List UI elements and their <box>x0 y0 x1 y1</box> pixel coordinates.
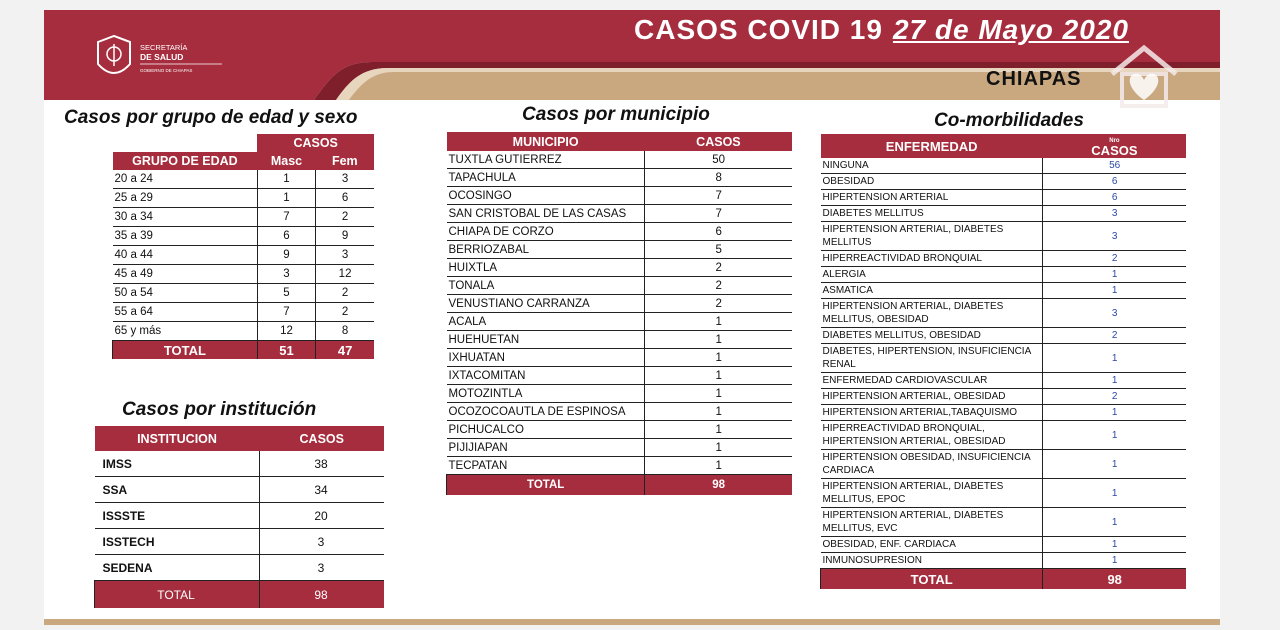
fem-count-cell: 2 <box>316 208 374 227</box>
municipality-cases-cell: 1 <box>645 313 792 331</box>
table-row <box>447 295 793 313</box>
table-row <box>821 206 1187 222</box>
table-row <box>821 344 1187 373</box>
masc-count-cell: 9 <box>257 246 315 265</box>
cases-header-text: CASOS <box>1091 143 1138 158</box>
logo-line-3: GOBIERNO DE CHIAPAS <box>140 68 193 73</box>
masc-count-cell: 7 <box>257 208 315 227</box>
table-row <box>447 403 793 421</box>
table-row <box>447 349 793 367</box>
municipality-name-cell: IXHUATAN <box>447 349 645 367</box>
institution-cases-cell: 3 <box>260 529 385 555</box>
table-row <box>113 284 375 303</box>
comorbidities-total-label: TOTAL <box>821 569 1043 590</box>
age-total-label: TOTAL <box>113 341 258 360</box>
disease-cases-cell: 2 <box>1043 251 1186 267</box>
table-row <box>821 299 1187 328</box>
municipality-cases-cell: 1 <box>645 457 792 475</box>
institution-cases-cell: 20 <box>260 503 385 529</box>
table-row <box>447 151 793 169</box>
municipality-name-cell: MOTOZINTLA <box>447 385 645 403</box>
state-label: CHIAPAS <box>986 68 1082 90</box>
municipality-name-cell: PICHUCALCO <box>447 421 645 439</box>
disease-cases-cell: 1 <box>1043 373 1186 389</box>
disease-cases-cell: 3 <box>1043 299 1186 328</box>
disease-name-cell: DIABETES, HIPERTENSION, INSUFICIENCIA RENAL <box>821 344 1043 373</box>
municipality-name-cell: TUXTLA GUTIERREZ <box>447 151 645 169</box>
disease-name-cell: HIPERTENSION ARTERIAL, DIABETES MELLITUS, OBESIDAD <box>821 299 1043 328</box>
disease-name-cell: HIPERTENSION ARTERIAL,TABAQUISMO <box>821 405 1043 421</box>
disease-cases-cell: 1 <box>1043 267 1186 283</box>
disease-cases-cell: 1 <box>1043 508 1186 537</box>
table-row <box>447 439 793 457</box>
municipality-name-cell: TONALA <box>447 277 645 295</box>
municipality-cases-cell: 7 <box>645 205 792 223</box>
disease-cases-cell: 1 <box>1043 421 1186 450</box>
table-row <box>113 303 375 322</box>
fem-count-cell: 9 <box>316 227 374 246</box>
fem-count-cell: 6 <box>316 189 374 208</box>
table-row <box>95 451 385 477</box>
table-row <box>95 503 385 529</box>
fem-count-cell: 2 <box>316 303 374 322</box>
logo-line-1: SECRETARÍA <box>140 43 188 52</box>
title-date: 27 de Mayo 2020 <box>892 14 1129 45</box>
table-row <box>113 170 375 189</box>
age-sex-table <box>112 134 374 359</box>
fem-count-cell: 12 <box>316 265 374 284</box>
table-row <box>821 479 1187 508</box>
table-row <box>113 246 375 265</box>
secretaria-salud-logo <box>92 32 242 86</box>
institution-total-value: 98 <box>260 581 385 609</box>
disease-cases-cell: 1 <box>1043 537 1186 553</box>
age-total-masc: 51 <box>257 341 315 360</box>
disease-cases-cell: 56 <box>1043 158 1186 174</box>
institution-total-row <box>95 581 385 609</box>
table-row <box>447 259 793 277</box>
institution-title: Casos por institución <box>122 399 317 420</box>
institution-table <box>94 426 384 608</box>
table-row <box>821 373 1187 389</box>
comorbidities-total-row <box>821 569 1187 590</box>
institution-name-cell: ISSTECH <box>95 529 260 555</box>
cases-header-small: Nro <box>1109 138 1120 144</box>
table-row <box>821 190 1187 206</box>
disease-name-cell: INMUNOSUPRESION <box>821 553 1043 569</box>
comorbidities-cases-header <box>1043 134 1186 158</box>
municipality-cases-cell: 2 <box>645 277 792 295</box>
age-group-cell: 35 a 39 <box>113 227 258 246</box>
table-row <box>821 537 1187 553</box>
institution-name-cell: ISSSTE <box>95 503 260 529</box>
disease-name-cell: HIPERTENSION ARTERIAL <box>821 190 1043 206</box>
municipality-name-cell: TECPATAN <box>447 457 645 475</box>
disease-cases-cell: 3 <box>1043 222 1186 251</box>
home-heart-icon <box>1104 40 1184 110</box>
municipality-cases-cell: 1 <box>645 403 792 421</box>
disease-cases-cell: 3 <box>1043 206 1186 222</box>
table-row <box>821 158 1187 174</box>
municipality-cases-cell: 1 <box>645 385 792 403</box>
table-row <box>447 331 793 349</box>
slide <box>44 10 1220 625</box>
age-total-row <box>113 341 375 360</box>
table-row <box>95 477 385 503</box>
table-row <box>95 555 385 581</box>
institution-cases-header: CASOS <box>260 426 385 451</box>
disease-name-cell: ENFERMEDAD CARDIOVASCULAR <box>821 373 1043 389</box>
municipality-title: Casos por municipio <box>522 104 710 125</box>
institution-cases-cell: 34 <box>260 477 385 503</box>
age-group-cell: 65 y más <box>113 322 258 341</box>
disease-name-cell: HIPERTENSION ARTERIAL, DIABETES MELLITUS, EPOC <box>821 479 1043 508</box>
municipality-cases-cell: 2 <box>645 259 792 277</box>
disease-cases-cell: 1 <box>1043 283 1186 299</box>
disease-cases-cell: 1 <box>1043 479 1186 508</box>
disease-cases-cell: 1 <box>1043 344 1186 373</box>
disease-name-cell: DIABETES MELLITUS <box>821 206 1043 222</box>
disease-name-cell: NINGUNA <box>821 158 1043 174</box>
table-row <box>447 367 793 385</box>
table-row <box>447 313 793 331</box>
disease-cases-cell: 2 <box>1043 328 1186 344</box>
municipality-table <box>446 132 792 495</box>
table-row <box>821 267 1187 283</box>
institution-total-label: TOTAL <box>95 581 260 609</box>
header-banner <box>44 10 1220 100</box>
table-row <box>821 508 1187 537</box>
masc-header: Masc <box>257 152 315 170</box>
comorbidities-title: Co-morbilidades <box>934 110 1084 131</box>
disease-cases-cell: 6 <box>1043 190 1186 206</box>
table-row <box>113 189 375 208</box>
municipality-total-label: TOTAL <box>447 475 645 496</box>
municipality-cases-cell: 1 <box>645 421 792 439</box>
table-row <box>447 223 793 241</box>
masc-count-cell: 6 <box>257 227 315 246</box>
municipality-name-cell: CHIAPA DE CORZO <box>447 223 645 241</box>
municipality-cases-cell: 2 <box>645 295 792 313</box>
table-row <box>821 450 1187 479</box>
disease-name-cell: HIPERREACTIVIDAD BRONQUIAL <box>821 251 1043 267</box>
table-row <box>821 222 1187 251</box>
masc-count-cell: 3 <box>257 265 315 284</box>
fem-count-cell: 2 <box>316 284 374 303</box>
municipality-total-row <box>447 475 793 496</box>
table-row <box>447 385 793 403</box>
municipality-name-cell: TAPACHULA <box>447 169 645 187</box>
municipality-name-cell: BERRIOZABAL <box>447 241 645 259</box>
municipality-name-cell: OCOZOCOAUTLA DE ESPINOSA <box>447 403 645 421</box>
municipality-cases-cell: 1 <box>645 331 792 349</box>
municipality-cases-cell: 6 <box>645 223 792 241</box>
disease-name-cell: ASMATICA <box>821 283 1043 299</box>
municipality-total-value: 98 <box>645 475 792 496</box>
fem-header: Fem <box>316 152 374 170</box>
municipality-cases-cell: 1 <box>645 439 792 457</box>
municipality-cases-cell: 7 <box>645 187 792 205</box>
age-group-cell: 40 a 44 <box>113 246 258 265</box>
municipality-name-cell: IXTACOMITAN <box>447 367 645 385</box>
institution-cases-cell: 38 <box>260 451 385 477</box>
logo-line-2: DE SALUD <box>140 52 184 62</box>
table-row <box>821 251 1187 267</box>
table-row <box>447 187 793 205</box>
table-row <box>821 174 1187 190</box>
disease-name-cell: HIPERTENSION OBESIDAD, INSUFICIENCIA CARDIACA <box>821 450 1043 479</box>
age-total-fem: 47 <box>316 341 374 360</box>
table-row <box>447 205 793 223</box>
institution-cases-cell: 3 <box>260 555 385 581</box>
table-row <box>113 322 375 341</box>
table-row <box>821 283 1187 299</box>
institution-name-cell: SEDENA <box>95 555 260 581</box>
age-group-cell: 55 a 64 <box>113 303 258 322</box>
table-row <box>113 227 375 246</box>
title-text: CASOS COVID 19 <box>634 14 883 45</box>
cases-header: CASOS <box>257 134 374 152</box>
age-group-cell: 50 a 54 <box>113 284 258 303</box>
masc-count-cell: 12 <box>257 322 315 341</box>
municipality-name-cell: OCOSINGO <box>447 187 645 205</box>
disease-name-cell: ALERGIA <box>821 267 1043 283</box>
logo-emblem <box>92 32 242 86</box>
table-row <box>113 265 375 284</box>
table-row <box>821 421 1187 450</box>
disease-cases-cell: 2 <box>1043 389 1186 405</box>
comorbidities-total-value: 98 <box>1043 569 1186 590</box>
masc-count-cell: 1 <box>257 170 315 189</box>
table-row <box>821 553 1187 569</box>
municipality-cases-cell: 1 <box>645 349 792 367</box>
table-row <box>447 277 793 295</box>
masc-count-cell: 7 <box>257 303 315 322</box>
masc-count-cell: 5 <box>257 284 315 303</box>
table-row <box>821 389 1187 405</box>
footer-bar <box>44 619 1220 625</box>
institution-name-cell: IMSS <box>95 451 260 477</box>
age-group-cell: 25 a 29 <box>113 189 258 208</box>
disease-name-cell: OBESIDAD <box>821 174 1043 190</box>
municipality-name-cell: ACALA <box>447 313 645 331</box>
table-row <box>447 421 793 439</box>
comorbidities-table <box>820 134 1186 589</box>
disease-name-cell: HIPERTENSION ARTERIAL, DIABETES MELLITUS, EVC <box>821 508 1043 537</box>
table-row <box>821 328 1187 344</box>
age-group-cell: 30 a 34 <box>113 208 258 227</box>
municipality-cases-cell: 5 <box>645 241 792 259</box>
municipality-name-cell: PIJIJIAPAN <box>447 439 645 457</box>
institution-col-header: INSTITUCION <box>95 426 260 451</box>
table-row <box>447 241 793 259</box>
disease-cases-cell: 1 <box>1043 405 1186 421</box>
municipality-cases-cell: 8 <box>645 169 792 187</box>
municipality-cases-cell: 1 <box>645 367 792 385</box>
age-group-cell: 20 a 24 <box>113 170 258 189</box>
disease-cases-cell: 1 <box>1043 553 1186 569</box>
disease-name-cell: HIPERREACTIVIDAD BRONQUIAL, HIPERTENSION ARTERIAL, OBESIDAD <box>821 421 1043 450</box>
fem-count-cell: 8 <box>316 322 374 341</box>
table-row <box>447 457 793 475</box>
municipality-name-cell: HUIXTLA <box>447 259 645 277</box>
table-row <box>447 169 793 187</box>
disease-cases-cell: 6 <box>1043 174 1186 190</box>
disease-name-cell: HIPERTENSION ARTERIAL, OBESIDAD <box>821 389 1043 405</box>
municipality-name-cell: HUEHUETAN <box>447 331 645 349</box>
municipality-cases-cell: 50 <box>645 151 792 169</box>
institution-name-cell: SSA <box>95 477 260 503</box>
table-row <box>95 529 385 555</box>
table-row <box>821 405 1187 421</box>
age-group-header: GRUPO DE EDAD <box>113 152 258 170</box>
age-sex-title: Casos por grupo de edad y sexo <box>64 107 358 128</box>
fem-count-cell: 3 <box>316 170 374 189</box>
disease-name-cell: OBESIDAD, ENF. CARDIACA <box>821 537 1043 553</box>
masc-count-cell: 1 <box>257 189 315 208</box>
fem-count-cell: 3 <box>316 246 374 265</box>
table-row <box>113 208 375 227</box>
disease-cases-cell: 1 <box>1043 450 1186 479</box>
municipality-name-cell: VENUSTIANO CARRANZA <box>447 295 645 313</box>
age-group-cell: 45 a 49 <box>113 265 258 284</box>
disease-name-cell: DIABETES MELLITUS, OBESIDAD <box>821 328 1043 344</box>
disease-name-cell: HIPERTENSION ARTERIAL, DIABETES MELLITUS <box>821 222 1043 251</box>
disease-col-header: ENFERMEDAD <box>821 134 1043 158</box>
municipality-name-cell: SAN CRISTOBAL DE LAS CASAS <box>447 205 645 223</box>
municipality-cases-header: CASOS <box>645 132 792 151</box>
municipality-col-header: MUNICIPIO <box>447 132 645 151</box>
